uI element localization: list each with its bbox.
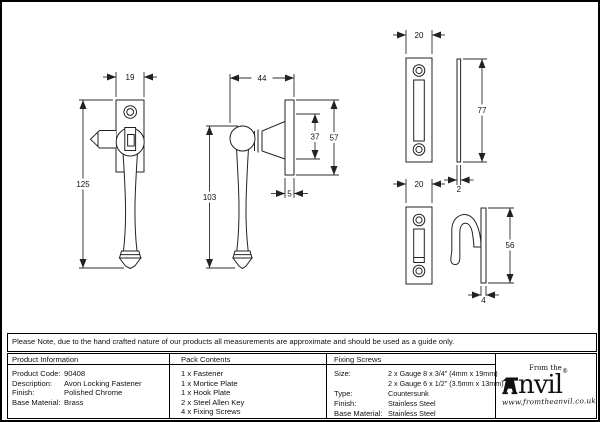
column-header-fixing-screws: Fixing Screws xyxy=(327,354,495,365)
technical-drawing-area xyxy=(2,2,600,333)
column-header-product-information: Product Information xyxy=(8,354,169,365)
row-label: Product Code: xyxy=(12,369,61,378)
backplate-side xyxy=(285,100,294,175)
row-label: Description: xyxy=(12,378,53,388)
table-row xyxy=(12,398,169,408)
latch-tongue xyxy=(91,131,117,149)
fastener-side-view xyxy=(230,100,294,269)
row-value: 2 x Gauge 6 x 1/2" (3.5mm x 13mm) xyxy=(388,379,504,389)
fastener-side-dimensions xyxy=(198,73,343,269)
registered-trademark-symbol: ® xyxy=(562,368,569,375)
handle-shaft xyxy=(123,152,138,251)
dimension-label: 20 xyxy=(414,180,424,189)
pack-contents-item: 2 x Steel Allen Key xyxy=(181,397,245,407)
pack-contents-item: 4 x Fixing Screws xyxy=(181,407,241,417)
hook-plate-view xyxy=(406,207,486,284)
hook-plate-edge xyxy=(481,208,486,283)
dimension-label: 77 xyxy=(477,106,487,115)
handle-ball xyxy=(230,126,255,151)
row-value: Countersunk xyxy=(388,389,429,399)
row-value: 90408 xyxy=(64,369,86,378)
hook xyxy=(451,214,481,264)
product-information-column xyxy=(8,354,170,418)
table-row xyxy=(334,399,495,409)
finial-cone xyxy=(120,258,141,269)
table-row xyxy=(12,379,169,389)
pack-contents-item: 1 x Mortice Plate xyxy=(181,378,238,388)
row-label: Finish: xyxy=(334,399,357,409)
pack-contents-column xyxy=(170,354,327,418)
dimension-label: 20 xyxy=(414,31,424,40)
row-label: Base Material: xyxy=(334,409,383,419)
handle-shaft-side xyxy=(237,148,249,251)
row-label: Type: xyxy=(334,389,353,399)
row-value: Avon Locking Fastener xyxy=(64,378,142,388)
table-row xyxy=(12,369,169,379)
dimension-label: 125 xyxy=(76,180,90,189)
table-row xyxy=(334,369,498,379)
dimension-label: 19 xyxy=(125,73,135,82)
pack-contents-item: 1 x Hook Plate xyxy=(181,388,231,398)
dimension-label: 56 xyxy=(505,241,515,250)
note-bar: Please Note, due to the hand crafted nature of our products all measurements are approximate and should be used as a guide only. xyxy=(7,333,597,352)
row-value: Stainless Steel xyxy=(388,409,436,419)
dimension-label: 44 xyxy=(257,74,267,83)
brand-name-text: nvil xyxy=(518,370,563,400)
screw-hole xyxy=(124,106,137,119)
row-label: Base Material: xyxy=(12,397,61,407)
dimension-label: 57 xyxy=(329,133,339,143)
row-label: Finish: xyxy=(12,388,35,397)
fixing-screws-column xyxy=(327,354,504,419)
brand-logo-cell xyxy=(496,354,596,418)
from-the-anvil-logo xyxy=(501,363,597,409)
logo-prefix-text: From the xyxy=(529,364,562,372)
table-row xyxy=(334,389,495,399)
dimension-label: 37 xyxy=(310,132,320,142)
mortice-plate-edge xyxy=(457,59,461,162)
anvil-icon xyxy=(502,376,518,395)
row-value: Stainless Steel xyxy=(388,399,436,409)
mortice-plate-view xyxy=(406,58,461,162)
brand-website-text: www.fromtheanvil.co.uk xyxy=(501,396,597,407)
column-header-pack-contents: Pack Contents xyxy=(170,354,326,365)
dimension-label: 5 xyxy=(287,189,292,199)
dimension-label: 4 xyxy=(481,296,486,305)
pack-contents-item: 1 x Fastener xyxy=(181,369,224,378)
table-row xyxy=(334,379,504,389)
spec-table xyxy=(7,353,597,419)
fastener-front-view xyxy=(91,100,145,269)
row-label xyxy=(334,379,388,389)
table-row xyxy=(12,388,169,398)
row-value: Polished Chrome xyxy=(64,388,123,397)
row-value: 2 x Gauge 8 x 3/4" (4mm x 19mm) xyxy=(388,369,498,378)
row-value: Brass xyxy=(64,397,84,407)
row-label: Size: xyxy=(334,369,351,378)
dimension-label: 2 xyxy=(456,185,462,194)
dimension-label: 103 xyxy=(202,193,217,202)
table-row xyxy=(334,409,495,419)
